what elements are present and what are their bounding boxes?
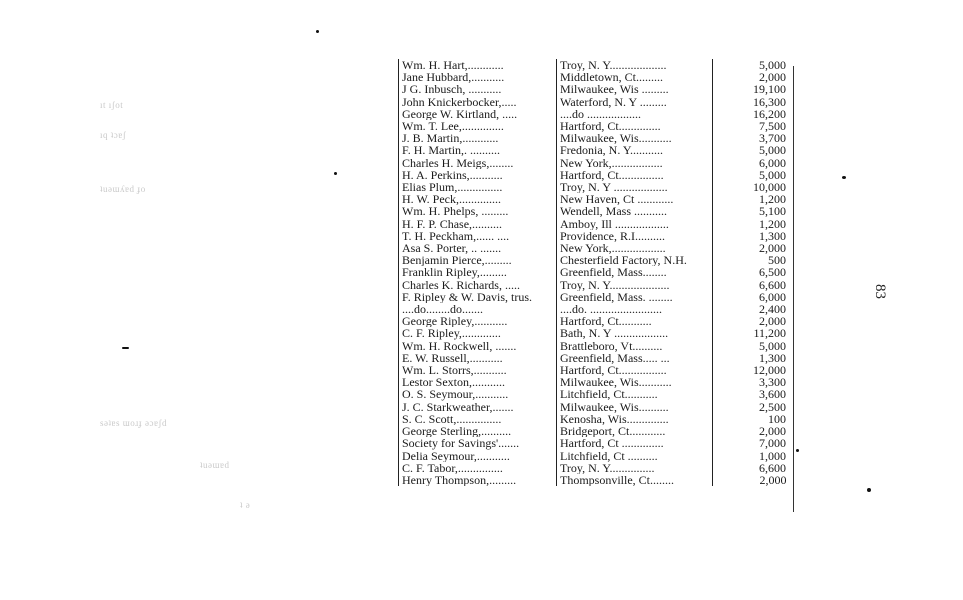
amount-cell: 7,500 bbox=[759, 119, 786, 134]
table-row bbox=[399, 266, 793, 278]
table-row bbox=[399, 291, 793, 303]
stockholder-table-body bbox=[399, 59, 793, 486]
amount-cell: 5,000 bbox=[759, 167, 786, 182]
holder-name-cell: S. C. Scott,............... bbox=[399, 413, 557, 425]
residence-cell: Thompsonville, Ct........ bbox=[557, 474, 713, 486]
bleed-through-text-4: sǝʇɐs ɯoɹɟ ǝɔɐʃd bbox=[100, 418, 167, 428]
holder-name-cell: George Ripley,........... bbox=[399, 315, 557, 327]
amount-cell: 3,600 bbox=[759, 387, 786, 402]
holder-name-cell: F. H. Martin,. .......... bbox=[399, 144, 557, 156]
residence-cell: New Haven, Ct ............ bbox=[557, 193, 713, 205]
table-row bbox=[399, 327, 793, 339]
holder-name-cell: O. S. Seymour,........... bbox=[399, 388, 557, 400]
table-row bbox=[399, 132, 793, 144]
residence-cell: Kenosha, Wis.............. bbox=[557, 413, 713, 425]
amount-cell: 1,200 bbox=[759, 216, 786, 231]
holder-name-cell: John Knickerbocker,..... bbox=[399, 96, 557, 108]
holder-name-cell: J. C. Starkweather,....... bbox=[399, 401, 557, 413]
table-row bbox=[399, 230, 793, 242]
table-row bbox=[399, 242, 793, 254]
holder-name-cell: Franklin Ripley,......... bbox=[399, 266, 557, 278]
table-row bbox=[399, 181, 793, 193]
residence-cell: Troy, N. Y .................. bbox=[557, 181, 713, 193]
scan-speck bbox=[842, 176, 846, 179]
amount-cell: 100 bbox=[768, 411, 786, 426]
amount-cell: 6,600 bbox=[759, 277, 786, 292]
amount-cell: 3,700 bbox=[759, 131, 786, 146]
holder-name-cell: C. F. Tabor,............... bbox=[399, 462, 557, 474]
scan-speck bbox=[122, 347, 129, 349]
table-row bbox=[399, 474, 793, 486]
table-row bbox=[399, 193, 793, 205]
table-row bbox=[399, 144, 793, 156]
amount-cell: 16,300 bbox=[753, 94, 786, 109]
residence-cell: Waterford, N. Y ......... bbox=[557, 96, 713, 108]
amount-cell: 1,000 bbox=[759, 448, 786, 463]
amount-cell: 11,200 bbox=[753, 326, 786, 341]
bleed-through-text-2: ıq ʇɔɐʃ bbox=[100, 130, 127, 140]
holder-name-cell: Asa S. Porter, .. ....... bbox=[399, 242, 557, 254]
table-row bbox=[399, 388, 793, 400]
residence-cell: Wendell, Mass ........... bbox=[557, 205, 713, 217]
holder-name-cell: Wm. H. Hart,............ bbox=[399, 59, 557, 71]
residence-cell: Hartford, Ct........... bbox=[557, 315, 713, 327]
amount-cell: 1,200 bbox=[759, 192, 786, 207]
amount-cell: 6,500 bbox=[759, 265, 786, 280]
residence-cell: Middletown, Ct......... bbox=[557, 71, 713, 83]
scan-speck bbox=[334, 172, 337, 175]
holder-name-cell: Wm. T. Lee,.............. bbox=[399, 120, 557, 132]
residence-cell: Amboy, Ill .................. bbox=[557, 218, 713, 230]
scan-speck bbox=[316, 30, 319, 33]
amount-cell: 16,200 bbox=[753, 106, 786, 121]
holder-name-cell: H. F. P. Chase,.......... bbox=[399, 218, 557, 230]
residence-cell: Litchfield, Ct........... bbox=[557, 388, 713, 400]
holder-name-cell: J. B. Martin,............ bbox=[399, 132, 557, 144]
residence-cell: Troy, N. Y................... bbox=[557, 59, 713, 71]
table-row bbox=[399, 108, 793, 120]
holder-name-cell: J G. Inbusch, ........... bbox=[399, 83, 557, 95]
table-row bbox=[399, 205, 793, 217]
residence-cell: Providence, R.I.......... bbox=[557, 230, 713, 242]
amount-cell: 6,000 bbox=[759, 289, 786, 304]
amount-cell: 6,000 bbox=[759, 155, 786, 170]
residence-cell: Troy, N. Y............... bbox=[557, 462, 713, 474]
residence-cell: Bath, N. Y .................. bbox=[557, 327, 713, 339]
residence-cell: Milwaukee, Wis.......... bbox=[557, 401, 713, 413]
amount-cell: 3,300 bbox=[759, 375, 786, 390]
amount-cell: 10,000 bbox=[753, 180, 786, 195]
amount-cell: 5,000 bbox=[759, 338, 786, 353]
residence-cell: Brattleboro, Vt.......... bbox=[557, 340, 713, 352]
holder-name-cell: Henry Thompson,......... bbox=[399, 474, 557, 486]
holder-name-cell: Jane Hubbard,........... bbox=[399, 71, 557, 83]
amount-cell: 2,000 bbox=[759, 314, 786, 329]
amount-cell: 5,000 bbox=[759, 143, 786, 158]
table-row bbox=[399, 254, 793, 266]
residence-cell: New York,.................. bbox=[557, 242, 713, 254]
holder-name-cell: H. A. Perkins,........... bbox=[399, 169, 557, 181]
residence-cell: Hartford, Ct............... bbox=[557, 169, 713, 181]
table-row bbox=[399, 315, 793, 327]
stockholder-table bbox=[398, 59, 793, 486]
holder-name-cell: Charles K. Richards, ..... bbox=[399, 279, 557, 291]
table-row bbox=[399, 71, 793, 83]
residence-cell: ....do. ........................ bbox=[557, 303, 713, 315]
table-row bbox=[399, 450, 793, 462]
residence-cell: Hartford, Ct .............. bbox=[557, 437, 713, 449]
residence-cell: New York,................. bbox=[557, 157, 713, 169]
holder-name-cell: Wm. H. Rockwell, ....... bbox=[399, 340, 557, 352]
holder-name-cell: F. Ripley & W. Davis, trus. bbox=[399, 291, 557, 303]
table-row bbox=[399, 437, 793, 449]
amount-cell: 500 bbox=[768, 253, 786, 268]
holder-name-cell: George W. Kirtland, ..... bbox=[399, 108, 557, 120]
residence-cell: Greenfield, Mass..... ... bbox=[557, 352, 713, 364]
table-row bbox=[399, 462, 793, 474]
holder-name-cell: Benjamin Pierce,......... bbox=[399, 254, 557, 266]
bleed-through-text-3: ʇuǝɯʎɐd ɟo bbox=[100, 184, 146, 194]
table-row bbox=[399, 83, 793, 95]
holder-name-cell: Society for Savings'....... bbox=[399, 437, 557, 449]
table-row bbox=[399, 218, 793, 230]
residence-cell: Fredonia, N. Y........... bbox=[557, 144, 713, 156]
amount-cell: 5,000 bbox=[759, 58, 786, 72]
bleed-through-text-6: ʇ ǝ bbox=[240, 500, 251, 510]
table-row bbox=[399, 352, 793, 364]
residence-cell: Chesterfield Factory, N.H. bbox=[557, 254, 713, 266]
holder-name-cell: Delia Seymour,........... bbox=[399, 450, 557, 462]
residence-cell: Bridgeport, Ct............ bbox=[557, 425, 713, 437]
table-row bbox=[399, 340, 793, 352]
table-row bbox=[399, 279, 793, 291]
table-row bbox=[399, 96, 793, 108]
page-number: 83 bbox=[872, 284, 888, 299]
amount-cell: 6,600 bbox=[759, 460, 786, 475]
residence-cell: Greenfield, Mass. ........ bbox=[557, 291, 713, 303]
amount-cell: 1,300 bbox=[759, 350, 786, 365]
table-row bbox=[399, 157, 793, 169]
holder-name-cell: E. W. Russell,........... bbox=[399, 352, 557, 364]
amount-cell: 7,000 bbox=[759, 436, 786, 451]
table-row bbox=[399, 376, 793, 388]
amount-cell: 5,100 bbox=[759, 204, 786, 219]
residence-cell: Greenfield, Mass........ bbox=[557, 266, 713, 278]
amount-cell: 2,000 bbox=[759, 424, 786, 439]
holder-name-cell: Elias Plum,............... bbox=[399, 181, 557, 193]
table-row bbox=[399, 59, 793, 71]
ledger-list bbox=[398, 59, 798, 486]
residence-cell: Hartford, Ct................ bbox=[557, 364, 713, 376]
table-row bbox=[399, 401, 793, 413]
amount-cell: 19,100 bbox=[753, 82, 786, 97]
bleed-through-text-1: ıt ıʃot bbox=[100, 100, 124, 110]
holder-name-cell: Wm. L. Storrs,........... bbox=[399, 364, 557, 376]
table-row bbox=[399, 169, 793, 181]
amount-cell: 12,000 bbox=[753, 363, 786, 378]
residence-cell: Hartford, Ct.............. bbox=[557, 120, 713, 132]
amount-cell: 2,500 bbox=[759, 399, 786, 414]
table-row bbox=[399, 120, 793, 132]
holder-name-cell: Lestor Sexton,........... bbox=[399, 376, 557, 388]
holder-name-cell: C. F. Ripley,............. bbox=[399, 327, 557, 339]
amount-cell: 2,000 bbox=[759, 241, 786, 256]
holder-name-cell: Charles H. Meigs,........ bbox=[399, 157, 557, 169]
residence-cell: Milwaukee, Wis........... bbox=[557, 376, 713, 388]
amount-cell: 2,000 bbox=[759, 472, 787, 487]
table-row bbox=[399, 425, 793, 437]
residence-cell: Litchfield, Ct .......... bbox=[557, 450, 713, 462]
table-row bbox=[399, 364, 793, 376]
table-row bbox=[399, 413, 793, 425]
residence-cell: Troy, N. Y.................... bbox=[557, 279, 713, 291]
table-row bbox=[399, 303, 793, 315]
scan-speck bbox=[867, 488, 871, 492]
amount-cell: 2,400 bbox=[759, 302, 786, 317]
amount-cell: 1,300 bbox=[759, 228, 786, 243]
holder-name-cell: George Sterling,.......... bbox=[399, 425, 557, 437]
holder-name-cell: Wm. H. Phelps, ......... bbox=[399, 205, 557, 217]
holder-name-cell: ....do........do....... bbox=[399, 303, 557, 315]
amount-cell: 2,000 bbox=[759, 70, 786, 85]
residence-cell: Milwaukee, Wis ......... bbox=[557, 83, 713, 95]
holder-name-cell: H. W. Peck,.............. bbox=[399, 193, 557, 205]
holder-name-cell: T. H. Peckham,...... .... bbox=[399, 230, 557, 242]
residence-cell: Milwaukee, Wis........... bbox=[557, 132, 713, 144]
residence-cell: ....do .................. bbox=[557, 108, 713, 120]
bleed-through-text-5: ʇuǝɯɐd bbox=[200, 460, 230, 470]
